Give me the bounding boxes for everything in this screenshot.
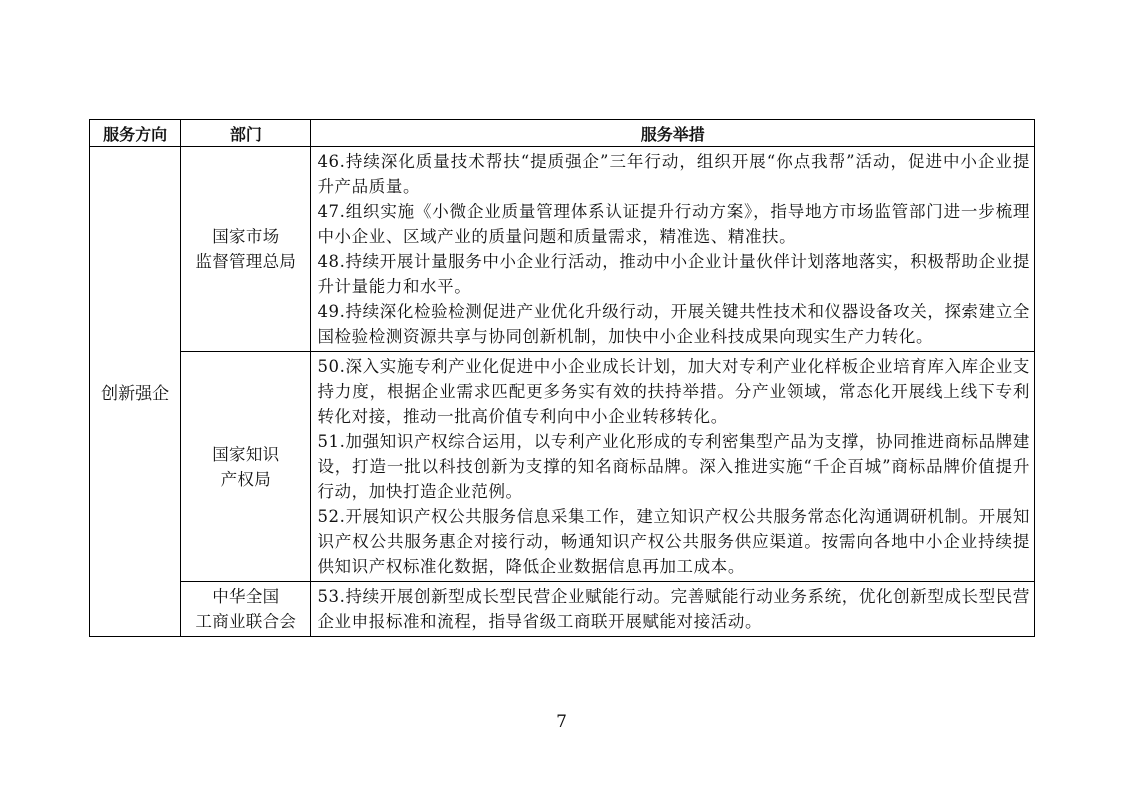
header-service-measures: 服务举措: [311, 120, 1035, 147]
measure-item: 47.组织实施《小微企业质量管理体系认证提升行动方案》，指导地方市场监管部门进一步梳理中小企业、区域产业的质量问题和质量需求，精准选、精准扶。: [317, 202, 1030, 246]
measure-item: 52.开展知识产权公共服务信息采集工作，建立知识产权公共服务常态化沟通调研机制。开展知识产权公共服务惠企对接行动，畅通知识产权公共服务供应渠道。按需向各地中小企业持续提供知识产权标准化数据，降低企业数据信息再加工成本。: [317, 507, 1030, 576]
measure-item: 50.深入实施专利产业化促进中小企业成长计划，加大对专利产业化样板企业培育库入库企业支持力度，根据企业需求匹配更多务实有效的扶持举措。分产业领域，常态化开展线上线下专利转化对接，推动一批高价值专利向中小企业转移转化。: [317, 357, 1030, 426]
header-department: 部门: [181, 120, 311, 147]
measures-cell: [311, 147, 1035, 352]
department-name-line: 产权局: [220, 469, 272, 489]
department-name-line: 监督管理总局: [195, 252, 297, 271]
department-name-line: 国家市场: [212, 227, 280, 246]
header-service-direction: 服务方向: [90, 120, 181, 147]
measure-item: 53.持续开展创新型成长型民营企业赋能行动。完善赋能行动业务系统，优化创新型成长型民营企业申报标准和流程，指导省级工商联开展赋能对接活动。: [317, 587, 1030, 631]
department-name-line: 中华全国: [212, 587, 280, 606]
department-cell: [181, 352, 311, 582]
measure-item: 49.持续深化检验检测促进产业优化升级行动，开展关键共性技术和仪器设备攻关，探索建立全国检验检测资源共享与协同创新机制，加快中小企业科技成果向现实生产力转化。: [317, 302, 1030, 346]
measures-cell: [311, 352, 1035, 582]
measures-cell: [311, 582, 1035, 637]
table-row: [90, 582, 1035, 637]
measure-item: 48.持续开展计量服务中小企业行活动，推动中小企业计量伙伴计划落地落实，积极帮助企业提升计量能力和水平。: [317, 252, 1030, 296]
department-name-line: 国家知识: [212, 444, 280, 464]
service-measures-table: [89, 119, 1035, 637]
measure-item: 51.加强知识产权综合运用，以专利产业化形成的专利密集型产品为支撑，协同推进商标品牌建设，打造一批以科技创新为支撑的知名商标品牌。深入推进实施“千企百城”商标品牌价值提升行动，加快打造企业范例。: [317, 432, 1030, 501]
table-header-row: [90, 120, 1035, 147]
table-row: [90, 352, 1035, 582]
department-cell: [181, 147, 311, 352]
table-row: [90, 147, 1035, 352]
department-name-line: 工商业联合会: [195, 612, 297, 631]
page-number: 7: [556, 712, 567, 732]
measure-item: 46.持续深化质量技术帮扶“提质强企”三年行动，组织开展“你点我帮”活动，促进中小企业提升产品质量。: [317, 152, 1030, 196]
department-cell: [181, 582, 311, 637]
service-direction-cell: 创新强企: [90, 147, 181, 637]
